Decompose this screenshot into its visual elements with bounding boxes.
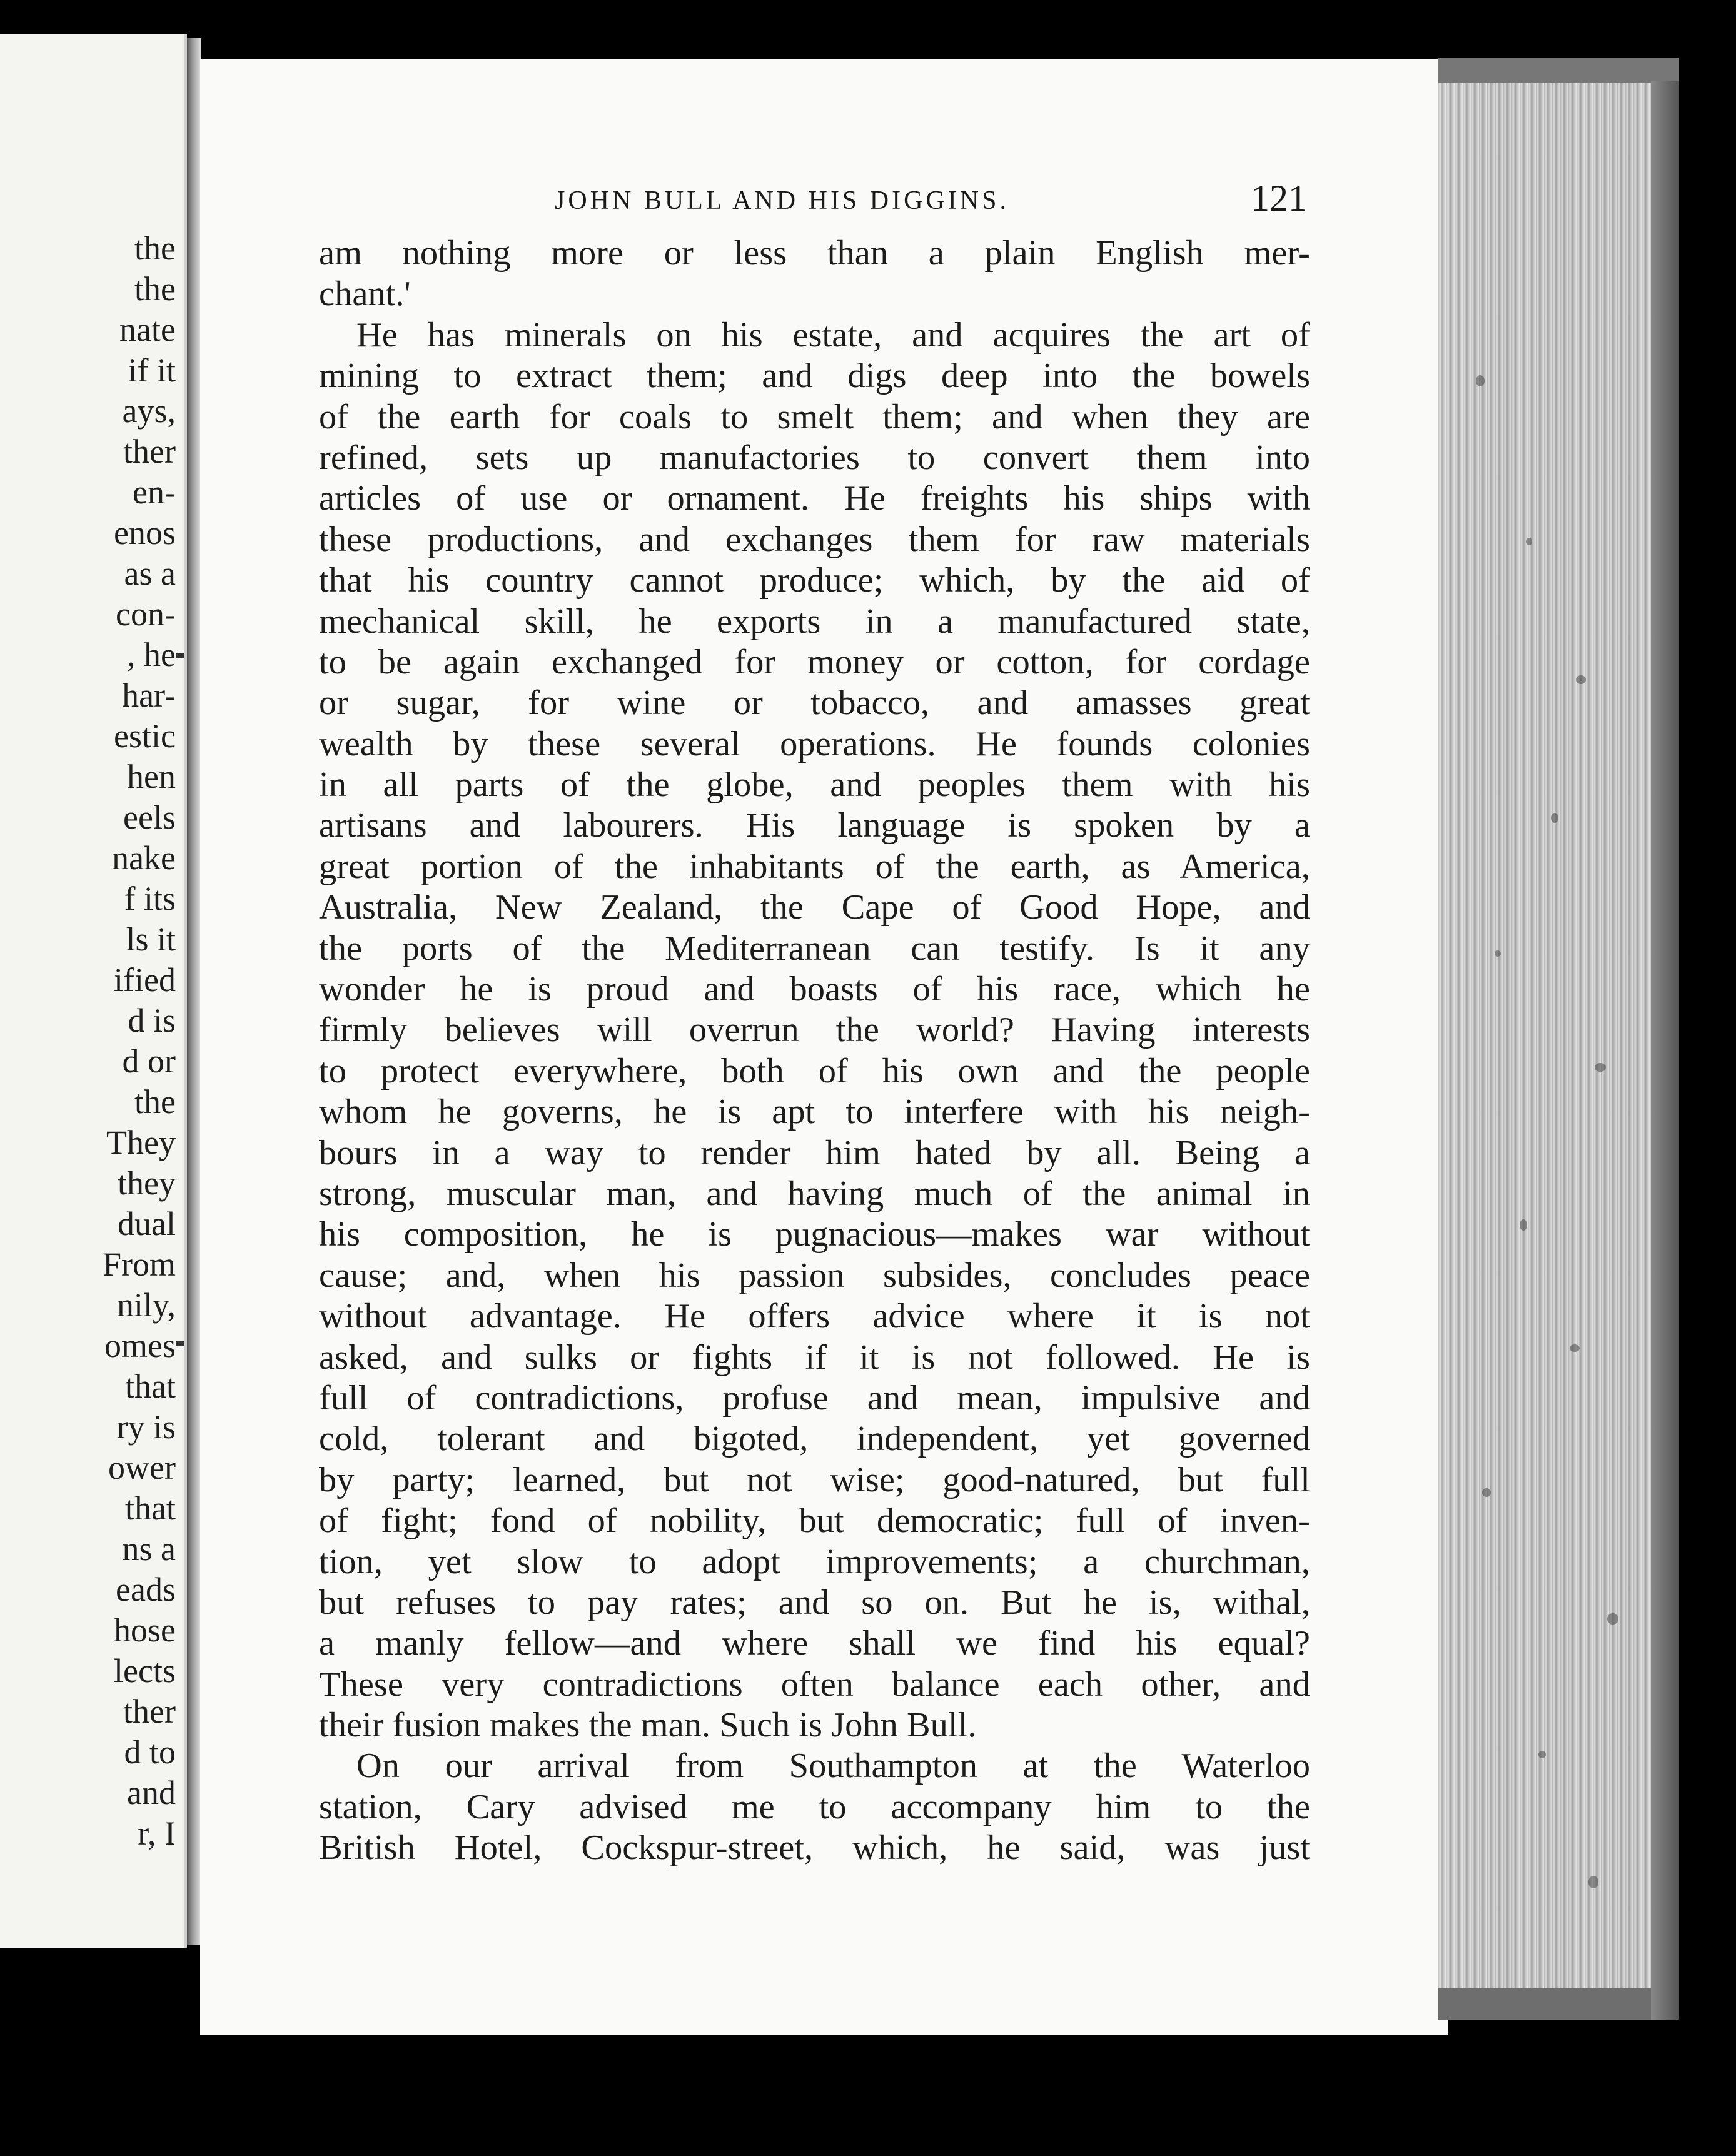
left-page-edge-mark	[176, 1341, 184, 1346]
running-head: JOHN BULL AND HIS DIGGINS.	[555, 186, 1009, 215]
text-line: British Hotel, Cockspur-street, which, he said, was just	[319, 1828, 1310, 1868]
text-line: Australia, New Zealand, the Cape of Good Hope, and	[319, 888, 1310, 927]
text-line: These very contradictions often balance each other, and	[319, 1665, 1310, 1704]
left-page-fragment: They	[106, 1124, 176, 1161]
left-page-fragment: as a	[124, 555, 176, 592]
text-line: these productions, and exchanges them for raw materials	[319, 520, 1310, 559]
foxing-spot	[1588, 1876, 1598, 1888]
text-line: but refuses to pay rates; and so on. But he is, withal,	[319, 1583, 1310, 1622]
left-page-fragment: har-	[122, 677, 176, 714]
text-line: mechanical skill, he exports in a manufactured state,	[319, 602, 1310, 641]
left-page-fragment: ns a	[122, 1530, 176, 1568]
text-line: artisans and labourers. His language is spoken by a	[319, 806, 1310, 845]
left-page-fragment: f its	[124, 880, 176, 917]
text-line: tion, yet slow to adopt improvements; a churchman,	[319, 1542, 1310, 1581]
main-page	[200, 59, 1448, 2035]
left-page-fragment: the	[134, 229, 176, 267]
left-page-fragment: ower	[108, 1449, 176, 1486]
text-line: He has minerals on his estate, and acquires the art of	[356, 315, 1310, 355]
text-line: am nothing more or less than a plain English mer-	[319, 234, 1310, 273]
text-line: full of contradictions, profuse and mean, impulsive and	[319, 1378, 1310, 1418]
foxing-spot	[1570, 1344, 1580, 1352]
text-line: or sugar, for wine or tobacco, and amasses great	[319, 683, 1310, 723]
text-line: of the earth for coals to smelt them; and when they are	[319, 397, 1310, 436]
left-page-fragment: that	[125, 1489, 176, 1527]
left-page-fragment: nily,	[117, 1286, 176, 1324]
text-line: bours in a way to render him hated by all. Being a	[319, 1133, 1310, 1172]
left-page-fragment: hen	[127, 758, 176, 795]
book-edge-top-shadow	[1438, 58, 1679, 83]
text-line: cause; and, when his passion subsides, concludes peace	[319, 1256, 1310, 1295]
text-line: to be again exchanged for money or cotton, for cordage	[319, 642, 1310, 682]
left-page-fragment: nake	[112, 839, 176, 877]
foxing-spot	[1526, 538, 1532, 545]
book-gutter	[187, 38, 201, 1945]
left-page-fragment: if it	[128, 351, 176, 389]
text-line: cold, tolerant and bigoted, independent, yet governed	[319, 1419, 1310, 1459]
left-page-fragment: ays,	[122, 392, 176, 430]
text-line: wonder he is proud and boasts of his race, which he	[319, 970, 1310, 1009]
text-line: mining to extract them; and digs deep into the bowels	[319, 356, 1310, 396]
foxing-spot	[1520, 1219, 1527, 1231]
left-page-fragment: en-	[133, 473, 176, 511]
left-page-fragment: eads	[116, 1571, 176, 1608]
page-header	[200, 177, 1307, 227]
text-line: a manly fellow—and where shall we find his equal?	[319, 1624, 1310, 1663]
text-line: of fight; fond of nobility, but democratic; full of inven-	[319, 1501, 1310, 1541]
foxing-spot	[1476, 375, 1485, 386]
text-line: articles of use or ornament. He freights his ships with	[319, 479, 1310, 518]
left-page-fragment: lects	[114, 1652, 176, 1690]
left-page-fragment: r, I	[138, 1815, 176, 1852]
text-line: whom he governs, he is apt to interfere with his neigh-	[319, 1092, 1310, 1132]
book-edge-bottom-shadow	[1438, 1988, 1679, 2020]
left-page-fragment: omes	[104, 1327, 176, 1364]
foxing-spot	[1495, 950, 1501, 957]
left-page-fragment: they	[118, 1164, 176, 1202]
left-page-fragment: and	[127, 1774, 176, 1811]
book-page-edge	[1438, 63, 1679, 2020]
text-line: his composition, he is pugnacious—makes war without	[319, 1215, 1310, 1254]
foxing-spot	[1576, 675, 1586, 684]
book-edge-dark-strip	[1651, 81, 1679, 2020]
text-line: great portion of the inhabitants of the earth, as America,	[319, 847, 1310, 886]
left-page-fragment: the	[134, 270, 176, 308]
left-page-fragment: ls it	[126, 920, 176, 958]
left-facing-page	[0, 34, 187, 1948]
foxing-spot	[1551, 813, 1558, 823]
left-page-fragment: dual	[118, 1205, 176, 1242]
text-line: chant.'	[319, 275, 411, 314]
left-page-fragment: nate	[119, 311, 176, 348]
left-page-fragment: d to	[124, 1733, 176, 1771]
left-page-fragment: the	[134, 1083, 176, 1121]
text-line: asked, and sulks or fights if it is not followed. He is	[319, 1337, 1310, 1377]
page-number: 121	[1251, 178, 1307, 219]
text-line: to protect everywhere, both of his own and the people	[319, 1051, 1310, 1091]
body-text	[319, 233, 1310, 1869]
left-page-fragment: hose	[114, 1611, 176, 1649]
foxing-spot	[1482, 1488, 1491, 1497]
foxing-spot	[1538, 1751, 1546, 1758]
foxing-spot	[1595, 1063, 1606, 1072]
left-page-fragment: ther	[123, 1693, 176, 1730]
left-page-fragment: d or	[122, 1042, 176, 1080]
left-page-fragment: ry is	[116, 1408, 176, 1446]
left-page-fragment: eels	[123, 798, 176, 836]
text-line: in all parts of the globe, and peoples them with his	[319, 765, 1310, 805]
text-line: that his country cannot produce; which, by the aid of	[319, 561, 1310, 600]
text-line: by party; learned, but not wise; good-natured, but full	[319, 1460, 1310, 1499]
text-line: refined, sets up manufactories to convert them into	[319, 438, 1310, 477]
left-page-fragment: that	[125, 1368, 176, 1405]
foxing-spot	[1607, 1613, 1618, 1625]
left-page-fragment: d is	[128, 1002, 176, 1039]
left-page-edge-mark	[176, 653, 184, 658]
left-page-fragment: From	[102, 1246, 176, 1283]
left-page-fragment: ther	[123, 433, 176, 470]
text-line: strong, muscular man, and having much of the animal in	[319, 1174, 1310, 1213]
text-line: their fusion makes the man. Such is John Bull.	[319, 1706, 977, 1745]
text-line: wealth by these several operations. He founds colonies	[319, 724, 1310, 763]
text-line: station, Cary advised me to accompany him to the	[319, 1787, 1310, 1826]
left-page-fragment: con-	[116, 595, 176, 633]
left-page-fragment: enos	[114, 514, 176, 552]
text-line: On our arrival from Southampton at the Waterloo	[356, 1746, 1310, 1786]
text-line: firmly believes will overrun the world? Having interests	[319, 1010, 1310, 1050]
left-page-fragment: , he	[127, 636, 176, 673]
left-page-fragment: estic	[114, 717, 176, 755]
text-line: the ports of the Mediterranean can testify. Is it any	[319, 929, 1310, 968]
left-page-fragment: ified	[114, 961, 176, 999]
text-line: without advantage. He offers advice where it is not	[319, 1297, 1310, 1336]
